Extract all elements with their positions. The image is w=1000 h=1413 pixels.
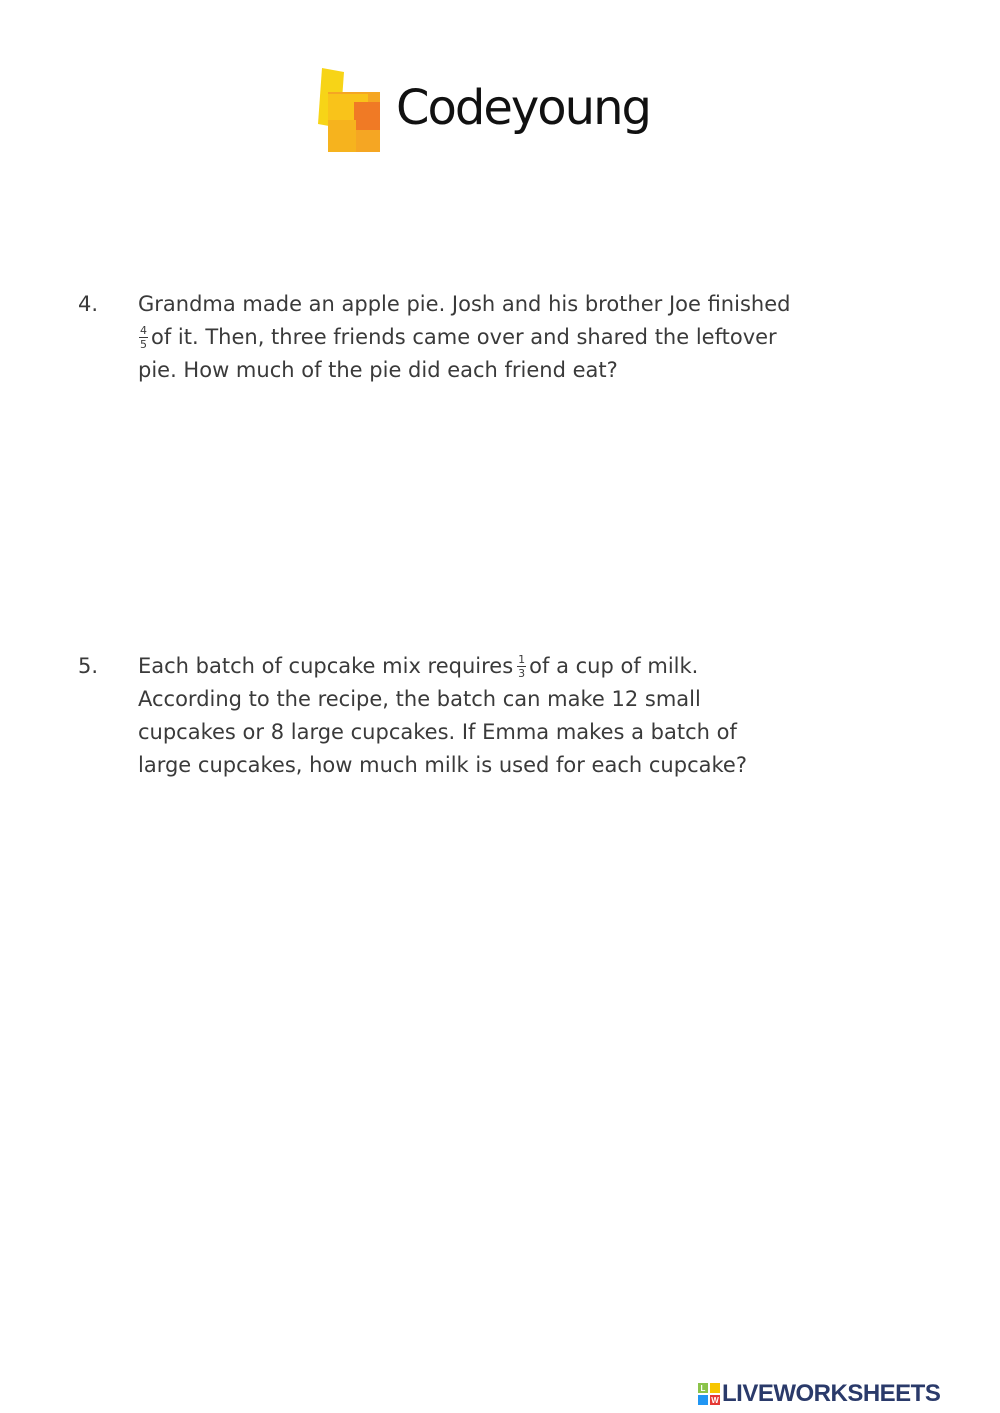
- question-line: [138, 650, 878, 683]
- watermark-text: LIVEWORKSHEETS: [722, 1380, 941, 1407]
- fraction-denominator: 5: [140, 337, 147, 351]
- question-line: cupcakes or 8 large cupcakes. If Emma makes a batch of: [138, 720, 737, 744]
- brand-name: Codeyoung: [396, 80, 650, 136]
- question-number: 4.: [78, 292, 99, 316]
- question-text: [138, 288, 878, 387]
- question-line: According to the recipe, the batch can make 12 small: [138, 687, 701, 711]
- liveworksheets-watermark: [698, 1379, 998, 1409]
- question-line: Grandma made an apple pie. Josh and his brother Joe finished: [138, 292, 791, 316]
- question-text: [138, 650, 878, 782]
- fraction-numerator: 4: [140, 323, 147, 337]
- question-line-text: of a cup of milk.: [529, 654, 699, 678]
- question-line-text: of it. Then, three friends came over and shared the leftover: [151, 325, 777, 349]
- question-line: [138, 321, 878, 354]
- codeyoung-logo: [318, 66, 718, 166]
- svg-text:L: L: [700, 1384, 706, 1393]
- svg-text:W: W: [711, 1396, 719, 1405]
- question-line: large cupcakes, how much milk is used for each cupcake?: [138, 753, 747, 777]
- question-line-text: Each batch of cupcake mix requires: [138, 654, 514, 678]
- fraction-numerator: 1: [518, 652, 526, 666]
- question-line: pie. How much of the pie did each friend eat?: [138, 358, 618, 382]
- fraction: [517, 654, 526, 679]
- fraction-denominator: 3: [518, 666, 526, 680]
- fraction: [139, 325, 148, 350]
- codeyoung-logo-mark-icon: [318, 66, 384, 156]
- liveworksheets-icon: [698, 1383, 720, 1405]
- question-number: 5.: [78, 654, 99, 678]
